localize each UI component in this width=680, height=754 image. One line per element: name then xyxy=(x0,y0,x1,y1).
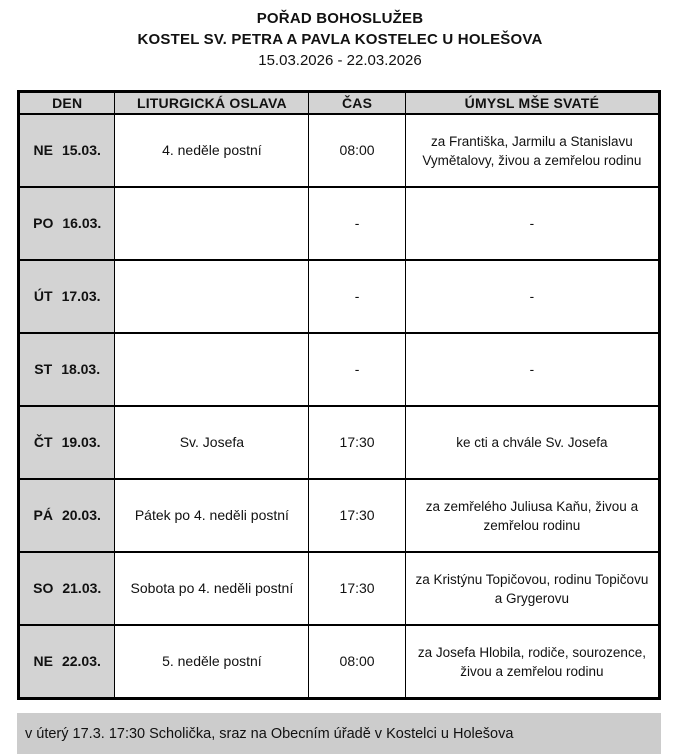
schedule-body xyxy=(19,114,660,699)
date-range: 15.03.2026 - 22.03.2026 xyxy=(258,52,422,69)
footer-note-text: v úterý 17.3. 17:30 Scholička, sraz na Obecním úřadě v Kostelci u Holešova xyxy=(25,725,514,742)
intention-cell: za zemřelého Juliusa Kaňu, živou a zemřelou rodinu xyxy=(405,479,659,552)
day-abbr: SO xyxy=(33,580,54,596)
day-abbr: NE xyxy=(33,653,53,669)
table-row xyxy=(19,552,660,625)
table-row xyxy=(19,479,660,552)
time-cell: - xyxy=(309,260,405,333)
footer-note-bar xyxy=(17,713,661,754)
schedule-header xyxy=(19,92,660,115)
table-row xyxy=(19,114,660,187)
time-cell: 08:00 xyxy=(309,625,405,699)
page-title: POŘAD BOHOSLUŽEB xyxy=(256,10,424,27)
celebration-cell: Pátek po 4. neděli postní xyxy=(115,479,309,552)
intention-cell: - xyxy=(405,260,659,333)
day-cell xyxy=(19,625,115,699)
celebration-cell xyxy=(115,260,309,333)
celebration-cell xyxy=(115,333,309,406)
column-header-den: DEN xyxy=(19,92,115,115)
day-abbr: PO xyxy=(33,215,54,231)
table-row xyxy=(19,333,660,406)
day-cell xyxy=(19,552,115,625)
time-cell: 17:30 xyxy=(309,406,405,479)
day-date: 17.03. xyxy=(61,288,101,304)
day-abbr: PÁ xyxy=(33,507,53,523)
intention-cell: za Františka, Jarmilu a Stanislavu Vymětalovy, živou a zemřelou rodinu xyxy=(405,114,659,187)
day-cell xyxy=(19,406,115,479)
schedule-table xyxy=(17,90,661,700)
day-abbr: ST xyxy=(34,361,53,377)
intention-cell: za Josefa Hlobila, rodiče, sourozence, živou a zemřelou rodinu xyxy=(405,625,659,699)
intention-cell: ke cti a chvále Sv. Josefa xyxy=(405,406,659,479)
title-block xyxy=(0,0,680,71)
church-name: KOSTEL SV. PETRA A PAVLA KOSTELEC U HOLEŠOVA xyxy=(137,31,543,48)
time-cell: 08:00 xyxy=(309,114,405,187)
celebration-cell: 5. neděle postní xyxy=(115,625,309,699)
day-cell xyxy=(19,479,115,552)
table-row xyxy=(19,625,660,699)
day-abbr: NE xyxy=(33,142,53,158)
day-date: 19.03. xyxy=(61,434,101,450)
column-header-cas: ČAS xyxy=(309,92,405,115)
column-header-umysl-mse-svate: ÚMYSL MŠE SVATÉ xyxy=(405,92,659,115)
intention-cell: za Kristýnu Topičovou, rodinu Topičovu a Grygerovu xyxy=(405,552,659,625)
celebration-cell xyxy=(115,187,309,260)
day-date: 18.03. xyxy=(61,361,101,377)
header-row xyxy=(19,92,660,115)
day-date: 15.03. xyxy=(61,142,101,158)
celebration-cell: Sv. Josefa xyxy=(115,406,309,479)
time-cell: 17:30 xyxy=(309,479,405,552)
day-cell xyxy=(19,187,115,260)
table-row xyxy=(19,260,660,333)
day-abbr: ČT xyxy=(33,434,53,450)
day-date: 20.03. xyxy=(61,507,101,523)
time-cell: - xyxy=(309,187,405,260)
day-date: 22.03. xyxy=(61,653,101,669)
celebration-cell: 4. neděle postní xyxy=(115,114,309,187)
table-row xyxy=(19,406,660,479)
day-cell xyxy=(19,114,115,187)
day-date: 16.03. xyxy=(62,215,102,231)
day-abbr: ÚT xyxy=(33,288,53,304)
intention-cell: - xyxy=(405,187,659,260)
table-row xyxy=(19,187,660,260)
day-cell xyxy=(19,333,115,406)
day-date: 21.03. xyxy=(62,580,102,596)
day-cell xyxy=(19,260,115,333)
time-cell: 17:30 xyxy=(309,552,405,625)
intention-cell: - xyxy=(405,333,659,406)
celebration-cell: Sobota po 4. neděli postní xyxy=(115,552,309,625)
column-header-liturgicka-oslava: LITURGICKÁ OSLAVA xyxy=(115,92,309,115)
time-cell: - xyxy=(309,333,405,406)
